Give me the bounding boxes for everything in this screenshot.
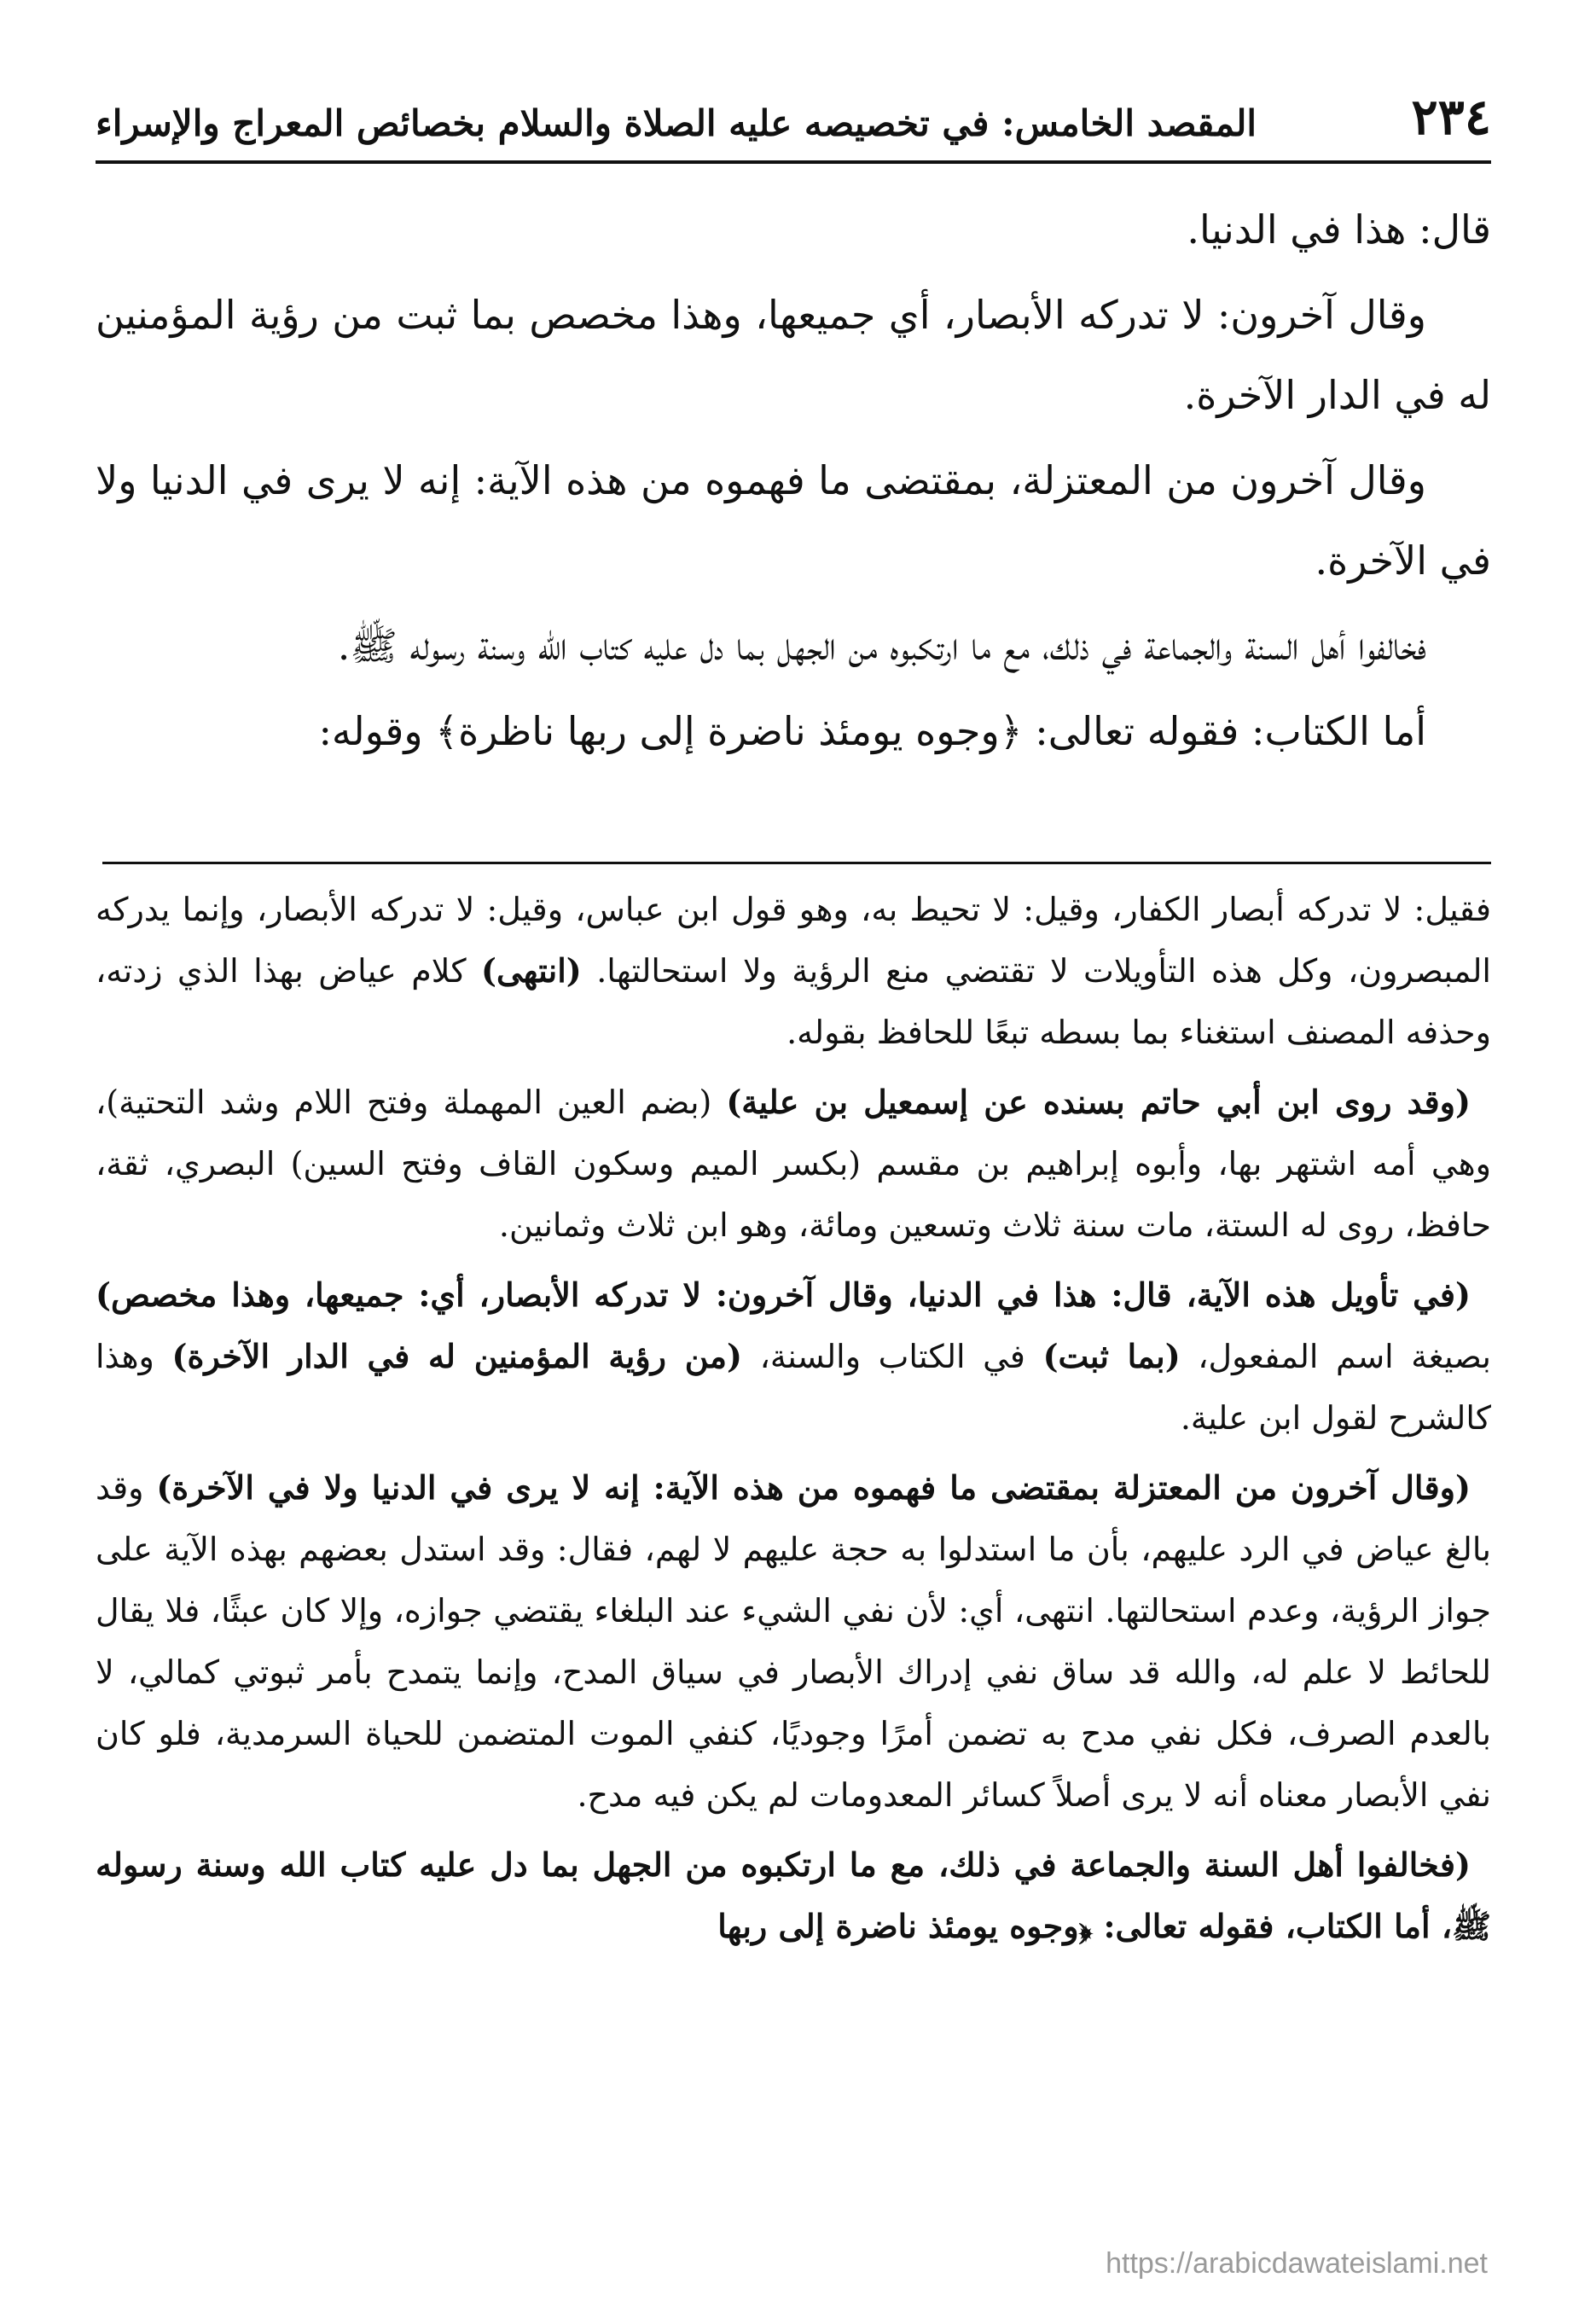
- commentary-text: كلام عياض بهذا الذي زدته، وحذفه المصنف استغناء بما بسطه تبعًا للحافظ بقوله.: [96, 952, 1491, 1051]
- commentary-text: في الكتاب والسنة،: [759, 1338, 1025, 1375]
- commentary-bold: (فخالفوا أهل السنة والجماعة في ذلك، مع ما ارتكبوه من الجهل بما دل عليه كتاب الله وسنة رسوله ﷺ، أما الكتاب، فقوله تعالى: ﴿وجوه يومئذ ناضرة إلى ربها: [96, 1845, 1491, 1945]
- main-paragraph: أما الكتاب: فقوله تعالى: ﴿وجوه يومئذ ناضرة إلى ربها ناظرة﴾ وقوله:: [318, 708, 1426, 754]
- running-title: المقصد الخامس: في تخصيصه عليه الصلاة والسلام بخصائص المعراج والإسراء: [96, 102, 1257, 144]
- page-header: [96, 82, 1491, 146]
- commentary-text: وهذا كالشرح لقول ابن علية.: [96, 1338, 1491, 1437]
- commentary-bold: (في تأويل هذه الآية، قال: هذا في الدنيا، وقال آخرون: لا تدركه الأبصار، أي: جميعها، وهذا مخصص): [96, 1275, 1471, 1314]
- commentary-bold: (انتهى): [481, 951, 582, 990]
- main-paragraph: فخالفوا أهل السنة والجماعة في ذلك، مع ما ارتكبوه من الجهل بما دل عليه كتاب الله وسنة رسوله ﷺ.: [337, 623, 1426, 669]
- commentary-text: وقد بالغ عياض في الرد عليهم، بأن ما استدلوا به حجة عليهم لا لهم، فقال: وقد استدل بعضهم بهذه الآية على جواز الرؤية، وعدم استحالتها. انتهى، أي: لأن نفي الشيء عند البلغاء يقتضي جوازه، وإلا كان عبثًا، فلا يقال للحائط لا علم له، والله قد ساق نفي إدراك الأبصار في سياق المدح، وإنما يتمدح بأمر ثبوتي كمالي، لا بالعدم الصرف، فكل نفي مدح به تضمن أمرًا وجوديًا، كنفي الموت المتضمن للحياة السرمدية، فلو كان نفي الأبصار معناه أنه لا يرى أصلاً كسائر المعدومات لم يكن فيه مدح.: [96, 1469, 1491, 1814]
- commentary-bold: (بما ثبت): [1042, 1337, 1181, 1375]
- commentary-paragraph: [96, 1834, 1491, 1957]
- header-rule: [96, 160, 1491, 164]
- main-paragraph: قال: هذا في الدنيا.: [1187, 206, 1491, 253]
- commentary-bold: (وقال آخرون من المعتزلة بمقتضى ما فهموه من هذه الآية: إنه لا يرى في الدنيا ولا في الآخرة): [156, 1468, 1471, 1507]
- commentary-paragraph: [96, 1072, 1491, 1256]
- commentary-paragraph: [96, 879, 1491, 1063]
- commentary-paragraph: [96, 1264, 1491, 1449]
- main-text: [96, 189, 1491, 776]
- main-paragraph: وقال آخرون من المعتزلة، بمقتضى ما فهموه من هذه الآية: إنه لا يرى في الدنيا ولا في الآخرة.: [96, 457, 1491, 584]
- commentary-bold: (من رؤية المؤمنين له في الدار الآخرة): [171, 1337, 742, 1375]
- commentary-paragraph: [96, 1457, 1491, 1826]
- watermark-url: https://arabicdawateislami.net: [1106, 2247, 1488, 2280]
- commentary-section: [96, 879, 1491, 1966]
- commentary-bold: (وقد روى ابن أبي حاتم بسنده عن إسمعيل بن علية): [726, 1083, 1471, 1121]
- commentary-text: (بضم العين المهملة وفتح اللام وشد التحتية)، وهي أمه اشتهر بها، وأبوه إبراهيم بن مقسم (بكسر الميم وسكون القاف وفتح السين) البصري، ثقة، حافظ، روى له الستة، مات سنة ثلاث وتسعين ومائة، وهو ابن ثلاث وثمانين.: [96, 1084, 1491, 1244]
- commentary-text: فقيل: لا تدركه أبصار الكفار، وقيل: لا تحيط به، وهو قول ابن عباس، وقيل: لا تدركه الأبصار، وإنما يدركه المبصرون، وكل هذه التأويلات لا تقتضي منع الرؤية ولا استحالتها.: [96, 891, 1491, 990]
- page-number: ٢٣٤: [1411, 88, 1491, 146]
- commentary-text: بصيغة اسم المفعول،: [1198, 1338, 1491, 1375]
- footnote-rule: [102, 862, 1491, 864]
- main-paragraph: وقال آخرون: لا تدركه الأبصار، أي جميعها، وهذا مخصص بما ثبت من رؤية المؤمنين له في الدار الآخرة.: [96, 292, 1491, 418]
